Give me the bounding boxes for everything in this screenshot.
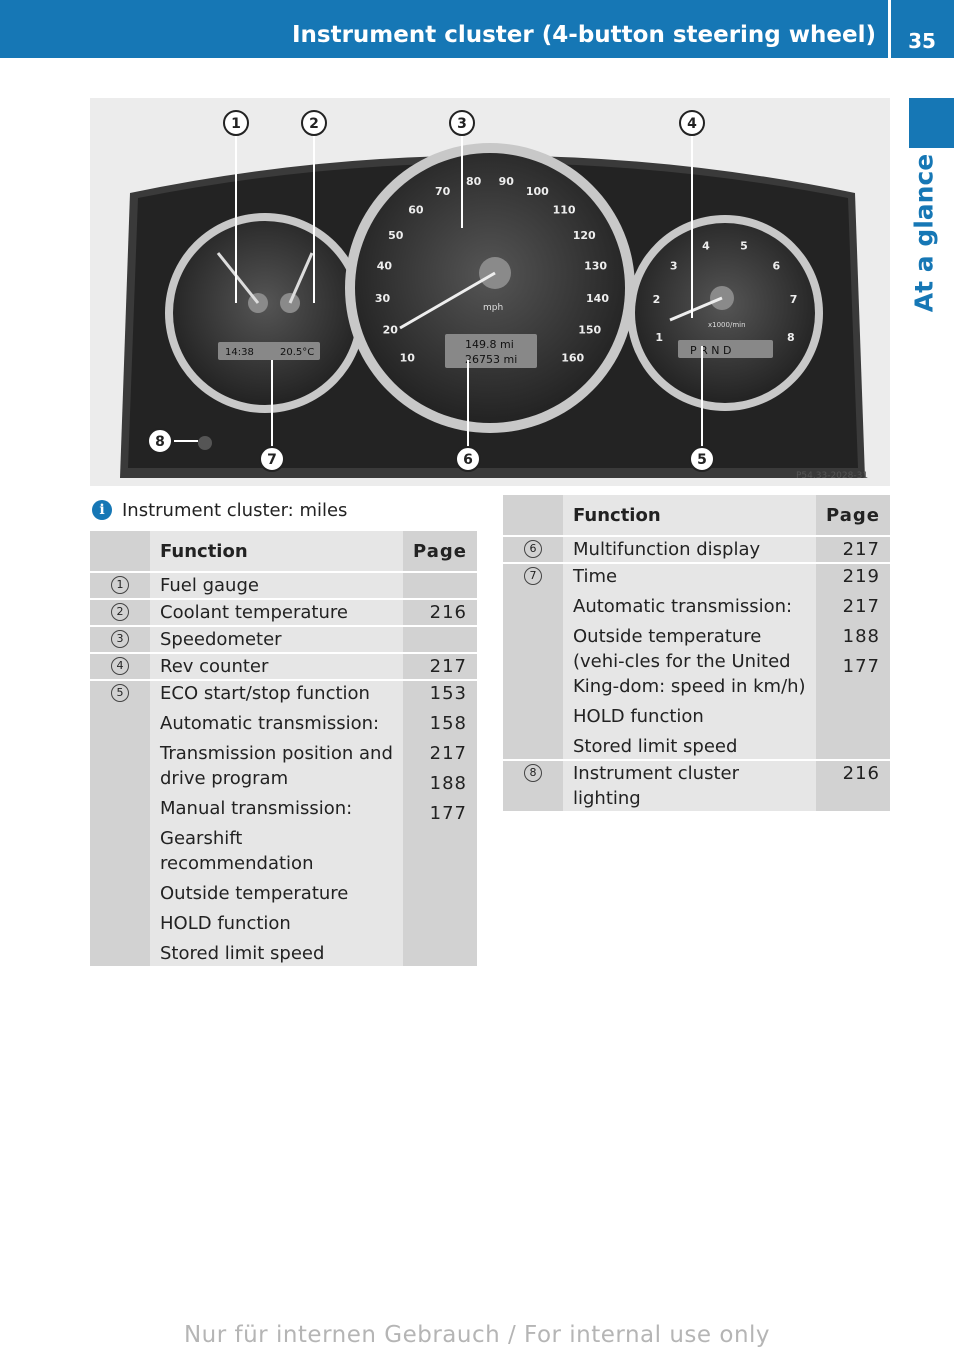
- section-tab-marker: [909, 98, 954, 148]
- rev-tick-label: 1: [655, 330, 664, 344]
- callout-number: 3: [111, 630, 129, 648]
- function-cell: [150, 680, 403, 967]
- callout-number: 8: [155, 434, 165, 450]
- callout-number: 3: [457, 116, 467, 132]
- speed-tick-label: 110: [552, 203, 576, 217]
- row-number: [90, 653, 150, 680]
- page-header: [0, 0, 954, 58]
- row-number: [503, 536, 563, 563]
- function-text: Stored limit speed: [160, 943, 325, 964]
- callout-number: 4: [687, 116, 697, 132]
- function-text: Manual transmission:: [160, 798, 353, 819]
- callout-number: 8: [524, 764, 542, 782]
- speed-tick-label: 40: [376, 259, 393, 273]
- column-header-page: Page: [816, 495, 890, 536]
- row-number: [90, 626, 150, 653]
- speed-tick-label: 10: [399, 351, 415, 365]
- function-text: Instrument cluster lighting: [573, 763, 739, 809]
- callout-number: 2: [309, 116, 319, 132]
- table-row: [90, 626, 477, 653]
- page-reference: 219: [842, 566, 880, 587]
- callout-marker: [224, 111, 248, 135]
- table-row: [503, 563, 890, 760]
- page-cell: [816, 563, 890, 760]
- rev-tick-label: 3: [669, 259, 678, 273]
- function-text: ECO start/stop function: [160, 683, 370, 704]
- row-number: [90, 572, 150, 599]
- page-cell: [403, 626, 477, 653]
- rev-unit: x1000/min: [708, 321, 746, 329]
- info-text: Instrument cluster: miles: [122, 499, 348, 521]
- callout-marker: [690, 447, 714, 471]
- row-number: [90, 599, 150, 626]
- speed-tick-label: 20: [382, 323, 398, 337]
- function-cell: [563, 536, 816, 563]
- page-cell: [403, 680, 477, 967]
- info-icon: i: [92, 500, 112, 520]
- function-text: Fuel gauge: [160, 575, 259, 596]
- callout-marker: [450, 111, 474, 135]
- section-tab: [909, 155, 939, 310]
- page-reference: 188: [842, 626, 880, 647]
- function-text: Time: [573, 566, 618, 587]
- function-text: Speedometer: [160, 629, 282, 650]
- speed-tick-label: 60: [408, 203, 424, 217]
- left-function-table: [90, 531, 477, 968]
- callout-number: 4: [111, 657, 129, 675]
- page-reference: 153: [429, 683, 467, 704]
- function-cell: [563, 563, 816, 760]
- callout-marker: [456, 447, 480, 471]
- function-text: Automatic transmission:: [573, 596, 793, 617]
- function-text: Outside temperature: [160, 883, 349, 904]
- row-number: [90, 680, 150, 967]
- callout-number: 1: [111, 576, 129, 594]
- row-number: [503, 563, 563, 760]
- function-text: Outside temperature (vehi-cles for the United King-dom: speed in km/h): [573, 626, 806, 697]
- speed-tick-label: 160: [561, 351, 585, 365]
- rev-tick-label: 5: [740, 239, 748, 253]
- rev-tick-label: 4: [702, 239, 710, 253]
- speed-tick-label: 90: [498, 175, 514, 189]
- function-cell: [563, 760, 816, 812]
- function-text: Rev counter: [160, 656, 269, 677]
- function-text: Transmission position and drive program: [160, 743, 393, 789]
- section-tab-label: At a glance: [909, 153, 939, 312]
- rev-tick-label: 8: [786, 330, 795, 344]
- callout-number: 6: [524, 540, 542, 558]
- footer-watermark: Nur für internen Gebrauch / For internal use only: [183, 1322, 771, 1348]
- column-header-number: [90, 531, 150, 572]
- function-text: Coolant temperature: [160, 602, 348, 623]
- function-text: HOLD function: [573, 706, 704, 727]
- speed-tick-label: 130: [584, 259, 608, 273]
- column-header-function: Function: [150, 531, 403, 572]
- display-odometer: 26753 mi: [465, 353, 518, 366]
- page-reference: 216: [429, 602, 467, 623]
- function-cell: [150, 626, 403, 653]
- function-text: HOLD function: [160, 913, 291, 934]
- header-divider: [888, 0, 891, 58]
- column-header-page: Page: [403, 531, 477, 572]
- speed-tick-label: 140: [586, 292, 609, 305]
- speed-tick-label: 50: [388, 229, 404, 243]
- function-cell: [150, 599, 403, 626]
- display-temperature: 20.5°C: [280, 347, 315, 358]
- page-cell: [403, 653, 477, 680]
- callout-number: 1: [231, 116, 241, 132]
- rev-tick-label: 2: [652, 293, 661, 307]
- speed-unit: mph: [483, 303, 504, 313]
- display-trip: 149.8 mi: [465, 338, 514, 351]
- display-gear: P R N D: [690, 344, 732, 357]
- speed-tick-label: 80: [466, 175, 482, 189]
- page-reference: 216: [842, 763, 880, 784]
- table-row: [90, 653, 477, 680]
- row-number: [503, 760, 563, 812]
- speed-tick-label: 70: [435, 184, 451, 198]
- page-cell: [816, 760, 890, 812]
- function-text: Stored limit speed: [573, 736, 738, 757]
- function-cell: [150, 653, 403, 680]
- rev-tick-label: 7: [789, 293, 798, 307]
- function-text: Multifunction display: [573, 539, 761, 560]
- speed-tick-label: 30: [374, 292, 391, 305]
- speed-tick-label: 120: [572, 229, 596, 243]
- page-reference: 217: [429, 656, 467, 677]
- page-cell: [816, 536, 890, 563]
- column-header-number: [503, 495, 563, 536]
- page-reference: 217: [429, 743, 467, 764]
- speed-tick-label: 100: [525, 184, 549, 198]
- table-row: [503, 536, 890, 563]
- table-row: [90, 599, 477, 626]
- column-header-function: Function: [563, 495, 816, 536]
- display-time: 14:38: [225, 347, 254, 358]
- right-function-table: [503, 495, 890, 813]
- callout-marker: [680, 111, 704, 135]
- function-cell: [150, 572, 403, 599]
- callout-number: 7: [524, 567, 542, 585]
- table-row: [90, 680, 477, 967]
- callout-number: 2: [111, 603, 129, 621]
- function-text: Automatic transmission:: [160, 713, 380, 734]
- page-number: 35: [908, 29, 936, 53]
- page-title: Instrument cluster (4-button steering wheel): [291, 22, 876, 48]
- callout-marker: [260, 447, 284, 471]
- table-row: [90, 572, 477, 599]
- instrument-cluster-figure: [90, 98, 890, 486]
- callout-number: 7: [267, 452, 277, 468]
- function-text: Gearshift recommendation: [160, 828, 314, 874]
- callout-marker: [148, 429, 172, 453]
- figure-code: P54.33-2028-31: [796, 471, 869, 481]
- callout-number: 6: [463, 452, 473, 468]
- info-note: [92, 497, 347, 523]
- page-reference: 158: [429, 713, 467, 734]
- page-reference: 177: [842, 656, 880, 677]
- page-reference: 188: [429, 773, 467, 794]
- table-row: [503, 760, 890, 812]
- page-cell: [403, 599, 477, 626]
- page-reference: 217: [842, 596, 880, 617]
- callout-number: 5: [111, 684, 129, 702]
- speed-tick-label: 150: [578, 323, 602, 337]
- page-reference: 217: [842, 539, 880, 560]
- callout-number: 5: [697, 452, 707, 468]
- rev-tick-label: 6: [772, 259, 781, 273]
- page-reference: 177: [429, 803, 467, 824]
- callout-marker: [302, 111, 326, 135]
- page-cell: [403, 572, 477, 599]
